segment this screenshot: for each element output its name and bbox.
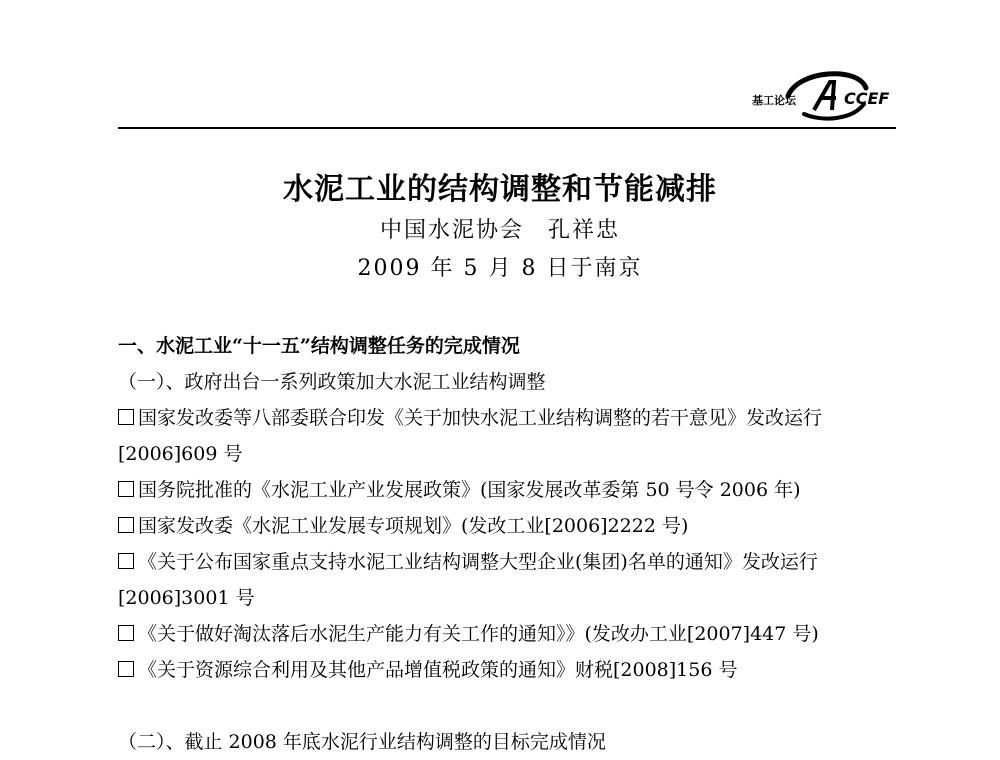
header-rule — [118, 127, 896, 129]
section-heading-1: 一、水泥工业“十一五”结构调整任务的完成情况 — [118, 335, 520, 357]
document-body — [118, 328, 908, 760]
logo-cn-text: 基工论坛 — [752, 94, 796, 107]
checkbox-bullet-icon — [118, 517, 134, 533]
list-item-text: 《关于做好淘汰落后水泥生产能力有关工作的通知》》(发改办工业[2007]447 号) — [138, 623, 819, 645]
spacer — [118, 688, 908, 724]
list-item-text: 《关于公布国家重点支持水泥工业结构调整大型企业(集团)名单的通知》发改运行 — [138, 551, 818, 573]
page-title: 水泥工业的结构调整和节能减排 — [283, 172, 717, 207]
checkbox-bullet-icon — [118, 625, 134, 641]
ccef-logo — [748, 64, 908, 124]
author-line: 中国水泥协会 孔祥忠 — [379, 218, 620, 243]
checkbox-bullet-icon — [118, 409, 134, 425]
date-line: 2009 年 5 月 8 日于南京 — [357, 256, 643, 281]
list-item-continuation: [2006]609 号 — [118, 443, 243, 465]
title-block — [0, 168, 1000, 288]
list-item-text: 国家发改委等八部委联合印发《关于加快水泥工业结构调整的若干意见》发改运行 — [138, 407, 823, 429]
checkbox-bullet-icon — [118, 661, 134, 677]
list-item — [118, 472, 908, 508]
list-item-continuation: [2006]3001 号 — [118, 587, 255, 609]
list-item — [118, 508, 908, 544]
subsection-heading-1-2: （二）、截止 2008 年底水泥行业结构调整的目标完成情况 — [118, 731, 606, 753]
checkbox-bullet-icon — [118, 553, 134, 569]
logo-letter-a-icon — [814, 82, 836, 110]
list-item — [118, 616, 908, 652]
list-item — [118, 652, 908, 688]
list-item — [118, 400, 908, 436]
logo-en-text: CCEF — [844, 89, 890, 108]
list-item-text: 《关于资源综合利用及其他产品增值税政策的通知》财税[2008]156 号 — [138, 659, 738, 681]
list-item-text: 国家发改委《水泥工业发展专项规划》(发改工业[2006]2222 号) — [138, 515, 689, 537]
list-item-text: 国务院批准的《水泥工业产业发展政策》(国家发展改革委第 50 号令 2006 年) — [138, 479, 801, 501]
list-item — [118, 544, 908, 580]
checkbox-bullet-icon — [118, 481, 134, 497]
subsection-heading-1-1: （一）、政府出台一系列政策加大水泥工业结构调整 — [118, 371, 546, 393]
